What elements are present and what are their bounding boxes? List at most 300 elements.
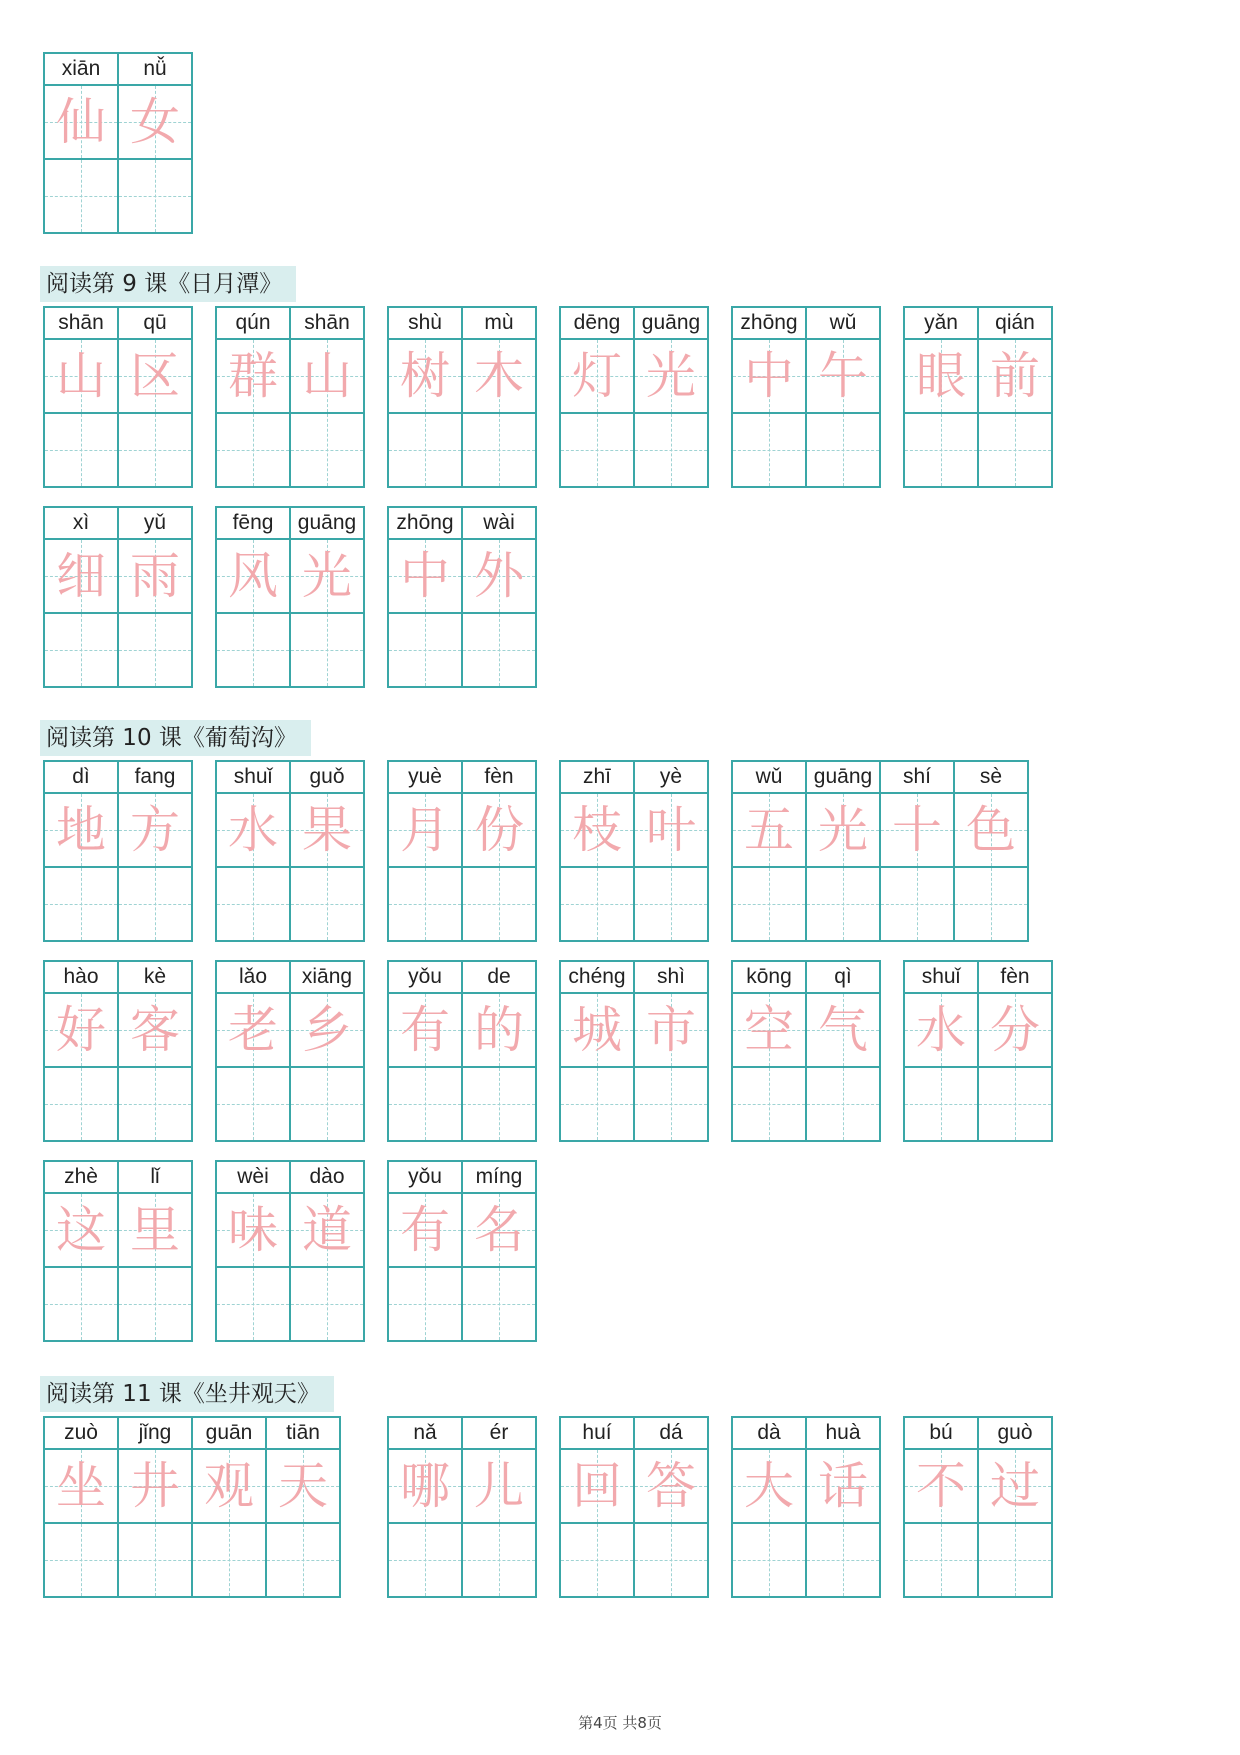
pinyin-label: fèn: [463, 762, 535, 794]
word-grid: [559, 960, 709, 1142]
tracing-box: [979, 994, 1051, 1068]
tracing-box: [119, 340, 191, 414]
practice-box[interactable]: [561, 414, 633, 486]
character-cell: [45, 1418, 119, 1596]
word-grid: [731, 1416, 881, 1598]
tracing-box: [119, 994, 191, 1068]
practice-box[interactable]: [45, 1268, 117, 1340]
pinyin-label: shì: [635, 962, 707, 994]
practice-box[interactable]: [561, 1068, 633, 1140]
character-cell: [217, 762, 291, 940]
pinyin-label: nǚ: [119, 54, 191, 86]
practice-box[interactable]: [635, 1068, 707, 1140]
trace-character: 哪: [400, 1457, 450, 1515]
trace-character: 细: [56, 547, 106, 605]
practice-box[interactable]: [217, 414, 289, 486]
trace-character: 光: [646, 347, 696, 405]
trace-character: 雨: [130, 547, 180, 605]
character-cell: [905, 308, 979, 486]
character-cell: [45, 54, 119, 232]
page-footer: 第4页 共8页: [578, 1714, 662, 1732]
character-cell: [291, 762, 363, 940]
character-cell: [119, 308, 191, 486]
practice-box[interactable]: [119, 160, 191, 232]
practice-box[interactable]: [291, 414, 363, 486]
tracing-box: [45, 994, 117, 1068]
trace-character: 坐: [56, 1457, 106, 1515]
tracing-box: [733, 1450, 805, 1524]
tracing-box: [733, 794, 805, 868]
practice-box[interactable]: [119, 614, 191, 686]
pinyin-label: lǎo: [217, 962, 289, 994]
trace-character: 前: [990, 347, 1040, 405]
tracing-box: [45, 540, 117, 614]
tracing-box: [561, 1450, 633, 1524]
pinyin-label: wǔ: [807, 308, 879, 340]
tracing-box: [733, 994, 805, 1068]
tracing-box: [217, 794, 289, 868]
word-grid: [387, 306, 537, 488]
word-grid: [387, 960, 537, 1142]
pinyin-label: guān: [193, 1418, 265, 1450]
character-cell: [463, 962, 535, 1140]
tracing-box: [635, 1450, 707, 1524]
tracing-box: [389, 794, 461, 868]
practice-box[interactable]: [45, 614, 117, 686]
character-cell: [635, 308, 707, 486]
tracing-box: [45, 1450, 117, 1524]
pinyin-label: dēng: [561, 308, 633, 340]
tracing-box: [561, 994, 633, 1068]
word-grid: [559, 760, 709, 942]
character-cell: [463, 1162, 535, 1340]
pinyin-label: zhōng: [389, 508, 461, 540]
character-cell: [119, 54, 191, 232]
character-cell: [45, 1162, 119, 1340]
word-grid: [731, 760, 1029, 942]
pinyin-label: fèn: [979, 962, 1051, 994]
character-cell: [807, 962, 879, 1140]
section-title: 阅读第 11 课《坐井观天》: [40, 1376, 334, 1412]
pinyin-label: xì: [45, 508, 117, 540]
trace-character: 五: [744, 801, 794, 859]
pinyin-label: huà: [807, 1418, 879, 1450]
practice-box[interactable]: [389, 1068, 461, 1140]
practice-box[interactable]: [389, 1268, 461, 1340]
tracing-box: [733, 340, 805, 414]
practice-box[interactable]: [291, 1268, 363, 1340]
character-cell: [45, 762, 119, 940]
practice-box[interactable]: [217, 1268, 289, 1340]
tracing-box: [291, 340, 363, 414]
character-cell: [979, 1418, 1051, 1596]
trace-character: 山: [302, 347, 352, 405]
pinyin-label: shuǐ: [217, 762, 289, 794]
practice-box[interactable]: [45, 868, 117, 940]
tracing-box: [807, 340, 879, 414]
practice-box[interactable]: [217, 868, 289, 940]
tracing-box: [905, 1450, 977, 1524]
tracing-box: [905, 994, 977, 1068]
practice-box[interactable]: [807, 1524, 879, 1596]
practice-box[interactable]: [389, 414, 461, 486]
trace-character: 观: [204, 1457, 254, 1515]
trace-character: 群: [228, 347, 278, 405]
tracing-box: [217, 994, 289, 1068]
trace-character: 不: [916, 1457, 966, 1515]
trace-character: 叶: [646, 801, 696, 859]
trace-character: 市: [646, 1001, 696, 1059]
tracing-box: [217, 540, 289, 614]
section-title: 阅读第 9 课《日月潭》: [40, 266, 296, 302]
practice-box[interactable]: [463, 1524, 535, 1596]
character-cell: [389, 962, 463, 1140]
tracing-box: [463, 540, 535, 614]
character-cell: [389, 1162, 463, 1340]
practice-box[interactable]: [955, 868, 1027, 940]
character-cell: [291, 962, 363, 1140]
character-cell: [217, 308, 291, 486]
pinyin-label: dá: [635, 1418, 707, 1450]
character-cell: [979, 962, 1051, 1140]
pinyin-label: chéng: [561, 962, 633, 994]
pinyin-label: dì: [45, 762, 117, 794]
word-grid: [43, 1160, 193, 1342]
character-cell: [807, 1418, 879, 1596]
trace-character: 道: [302, 1201, 352, 1259]
character-cell: [733, 308, 807, 486]
trace-character: 话: [818, 1457, 868, 1515]
practice-box[interactable]: [733, 414, 805, 486]
pinyin-label: zhī: [561, 762, 633, 794]
practice-box[interactable]: [45, 1524, 117, 1596]
practice-box[interactable]: [119, 1068, 191, 1140]
word-grid: [387, 760, 537, 942]
character-cell: [45, 308, 119, 486]
practice-box[interactable]: [291, 1068, 363, 1140]
trace-character: 女: [130, 93, 180, 151]
tracing-box: [463, 340, 535, 414]
word-grid: [903, 1416, 1053, 1598]
word-grid: [559, 1416, 709, 1598]
practice-box[interactable]: [635, 1524, 707, 1596]
practice-box[interactable]: [463, 614, 535, 686]
practice-box[interactable]: [193, 1524, 265, 1596]
pinyin-label: shù: [389, 308, 461, 340]
pinyin-label: yǎn: [905, 308, 977, 340]
tracing-box: [119, 794, 191, 868]
tracing-box: [463, 1194, 535, 1268]
trace-character: 风: [228, 547, 278, 605]
character-cell: [635, 762, 707, 940]
trace-character: 有: [400, 1001, 450, 1059]
trace-character: 好: [56, 1001, 106, 1059]
trace-character: 名: [474, 1201, 524, 1259]
pinyin-label: guāng: [291, 508, 363, 540]
character-cell: [561, 762, 635, 940]
character-cell: [291, 308, 363, 486]
trace-character: 灯: [572, 347, 622, 405]
practice-box[interactable]: [733, 1068, 805, 1140]
tracing-box: [217, 340, 289, 414]
trace-character: 眼: [916, 347, 966, 405]
character-cell: [389, 762, 463, 940]
character-cell: [979, 308, 1051, 486]
tracing-box: [291, 1194, 363, 1268]
practice-box[interactable]: [807, 1068, 879, 1140]
character-cell: [193, 1418, 267, 1596]
character-cell: [463, 508, 535, 686]
trace-character: 木: [474, 347, 524, 405]
tracing-box: [463, 794, 535, 868]
pinyin-label: zhōng: [733, 308, 805, 340]
pinyin-label: qún: [217, 308, 289, 340]
tracing-box: [45, 1194, 117, 1268]
practice-box[interactable]: [807, 414, 879, 486]
character-cell: [119, 762, 191, 940]
pinyin-label: guò: [979, 1418, 1051, 1450]
trace-character: 中: [744, 347, 794, 405]
tracing-box: [561, 340, 633, 414]
word-grid: [43, 506, 193, 688]
practice-box[interactable]: [635, 868, 707, 940]
practice-box[interactable]: [979, 414, 1051, 486]
practice-box[interactable]: [463, 1268, 535, 1340]
tracing-box: [267, 1450, 339, 1524]
trace-character: 果: [302, 801, 352, 859]
character-cell: [463, 762, 535, 940]
trace-character: 老: [228, 1001, 278, 1059]
pinyin-label: yuè: [389, 762, 461, 794]
character-cell: [463, 1418, 535, 1596]
character-cell: [217, 962, 291, 1140]
pinyin-label: wǔ: [733, 762, 805, 794]
tracing-box: [561, 794, 633, 868]
character-cell: [635, 1418, 707, 1596]
word-grid: [559, 306, 709, 488]
trace-character: 城: [572, 1001, 622, 1059]
word-grid: [43, 760, 193, 942]
character-cell: [119, 1418, 193, 1596]
pinyin-label: yǒu: [389, 962, 461, 994]
trace-character: 光: [818, 801, 868, 859]
character-cell: [561, 962, 635, 1140]
pinyin-label: míng: [463, 1162, 535, 1194]
practice-box[interactable]: [119, 1268, 191, 1340]
trace-character: 区: [130, 347, 180, 405]
trace-character: 天: [278, 1457, 328, 1515]
character-cell: [733, 1418, 807, 1596]
trace-character: 水: [916, 1001, 966, 1059]
character-cell: [217, 508, 291, 686]
practice-box[interactable]: [881, 868, 953, 940]
pinyin-label: hào: [45, 962, 117, 994]
trace-character: 十: [892, 801, 942, 859]
trace-character: 大: [744, 1457, 794, 1515]
pinyin-label: xiāng: [291, 962, 363, 994]
tracing-box: [463, 1450, 535, 1524]
tracing-box: [389, 340, 461, 414]
trace-character: 过: [990, 1457, 1040, 1515]
trace-character: 月: [400, 801, 450, 859]
word-grid: [43, 52, 193, 234]
character-cell: [881, 762, 955, 940]
practice-box[interactable]: [389, 868, 461, 940]
practice-box[interactable]: [45, 414, 117, 486]
word-grid: [43, 960, 193, 1142]
pinyin-label: qián: [979, 308, 1051, 340]
pinyin-label: huí: [561, 1418, 633, 1450]
character-cell: [389, 508, 463, 686]
character-cell: [561, 308, 635, 486]
tracing-box: [905, 340, 977, 414]
trace-character: 味: [228, 1201, 278, 1259]
pinyin-label: yǔ: [119, 508, 191, 540]
tracing-box: [217, 1194, 289, 1268]
character-cell: [291, 508, 363, 686]
practice-box[interactable]: [389, 614, 461, 686]
practice-box[interactable]: [389, 1524, 461, 1596]
pinyin-label: guāng: [807, 762, 879, 794]
tracing-box: [45, 86, 117, 160]
practice-box[interactable]: [463, 414, 535, 486]
pinyin-label: nǎ: [389, 1418, 461, 1450]
tracing-box: [119, 86, 191, 160]
tracing-box: [291, 540, 363, 614]
pinyin-label: zuò: [45, 1418, 117, 1450]
pinyin-label: zhè: [45, 1162, 117, 1194]
practice-box[interactable]: [733, 1524, 805, 1596]
pinyin-label: tiān: [267, 1418, 339, 1450]
tracing-box: [807, 994, 879, 1068]
tracing-box: [463, 994, 535, 1068]
character-cell: [389, 308, 463, 486]
pinyin-label: xiān: [45, 54, 117, 86]
word-grid: [215, 960, 365, 1142]
trace-character: 枝: [572, 801, 622, 859]
trace-character: 色: [966, 801, 1016, 859]
practice-box[interactable]: [217, 614, 289, 686]
pinyin-label: wài: [463, 508, 535, 540]
character-cell: [955, 762, 1027, 940]
tracing-box: [807, 794, 879, 868]
tracing-box: [119, 1450, 191, 1524]
pinyin-label: kè: [119, 962, 191, 994]
word-grid: [903, 306, 1053, 488]
trace-character: 的: [474, 1001, 524, 1059]
tracing-box: [979, 1450, 1051, 1524]
pinyin-label: yǒu: [389, 1162, 461, 1194]
pinyin-label: shān: [291, 308, 363, 340]
practice-box[interactable]: [561, 868, 633, 940]
trace-character: 午: [818, 347, 868, 405]
practice-box[interactable]: [267, 1524, 339, 1596]
word-grid: [731, 306, 881, 488]
practice-box[interactable]: [119, 414, 191, 486]
word-grid: [387, 1416, 537, 1598]
word-grid: [903, 960, 1053, 1142]
tracing-box: [119, 540, 191, 614]
character-cell: [119, 508, 191, 686]
practice-box[interactable]: [905, 1524, 977, 1596]
tracing-box: [291, 794, 363, 868]
tracing-box: [635, 994, 707, 1068]
character-cell: [561, 1418, 635, 1596]
character-cell: [291, 1162, 363, 1340]
practice-box[interactable]: [807, 868, 879, 940]
practice-box[interactable]: [905, 1068, 977, 1140]
practice-box[interactable]: [905, 414, 977, 486]
trace-character: 山: [56, 347, 106, 405]
trace-character: 气: [818, 1001, 868, 1059]
character-cell: [807, 762, 881, 940]
tracing-box: [635, 340, 707, 414]
character-cell: [45, 962, 119, 1140]
pinyin-label: bú: [905, 1418, 977, 1450]
practice-box[interactable]: [979, 1524, 1051, 1596]
trace-character: 分: [990, 1001, 1040, 1059]
practice-box[interactable]: [463, 1068, 535, 1140]
word-grid: [215, 306, 365, 488]
pinyin-label: guāng: [635, 308, 707, 340]
practice-box[interactable]: [635, 414, 707, 486]
character-cell: [267, 1418, 339, 1596]
word-grid: [387, 506, 537, 688]
pinyin-label: qì: [807, 962, 879, 994]
pinyin-label: fēng: [217, 508, 289, 540]
pinyin-label: guǒ: [291, 762, 363, 794]
trace-character: 份: [474, 801, 524, 859]
practice-box[interactable]: [45, 1068, 117, 1140]
trace-character: 井: [130, 1457, 180, 1515]
trace-character: 方: [130, 801, 180, 859]
trace-character: 里: [130, 1201, 180, 1259]
pinyin-label: dà: [733, 1418, 805, 1450]
pinyin-label: mù: [463, 308, 535, 340]
trace-character: 树: [400, 347, 450, 405]
practice-box[interactable]: [291, 868, 363, 940]
practice-box[interactable]: [119, 1524, 191, 1596]
pinyin-label: lǐ: [119, 1162, 191, 1194]
practice-box[interactable]: [45, 160, 117, 232]
character-cell: [905, 962, 979, 1140]
tracing-box: [45, 340, 117, 414]
practice-box[interactable]: [291, 614, 363, 686]
pinyin-label: sè: [955, 762, 1027, 794]
pinyin-label: qū: [119, 308, 191, 340]
trace-character: 光: [302, 547, 352, 605]
trace-character: 回: [572, 1457, 622, 1515]
practice-box[interactable]: [561, 1524, 633, 1596]
practice-box[interactable]: [217, 1068, 289, 1140]
pinyin-label: yè: [635, 762, 707, 794]
pinyin-label: wèi: [217, 1162, 289, 1194]
trace-character: 地: [56, 801, 106, 859]
trace-character: 外: [474, 547, 524, 605]
practice-box[interactable]: [979, 1068, 1051, 1140]
practice-box[interactable]: [733, 868, 805, 940]
practice-box[interactable]: [463, 868, 535, 940]
pinyin-label: shuǐ: [905, 962, 977, 994]
tracing-box: [45, 794, 117, 868]
character-cell: [635, 962, 707, 1140]
word-grid: [43, 1416, 341, 1598]
character-cell: [45, 508, 119, 686]
tracing-box: [119, 1194, 191, 1268]
practice-box[interactable]: [119, 868, 191, 940]
trace-character: 有: [400, 1201, 450, 1259]
word-grid: [731, 960, 881, 1142]
